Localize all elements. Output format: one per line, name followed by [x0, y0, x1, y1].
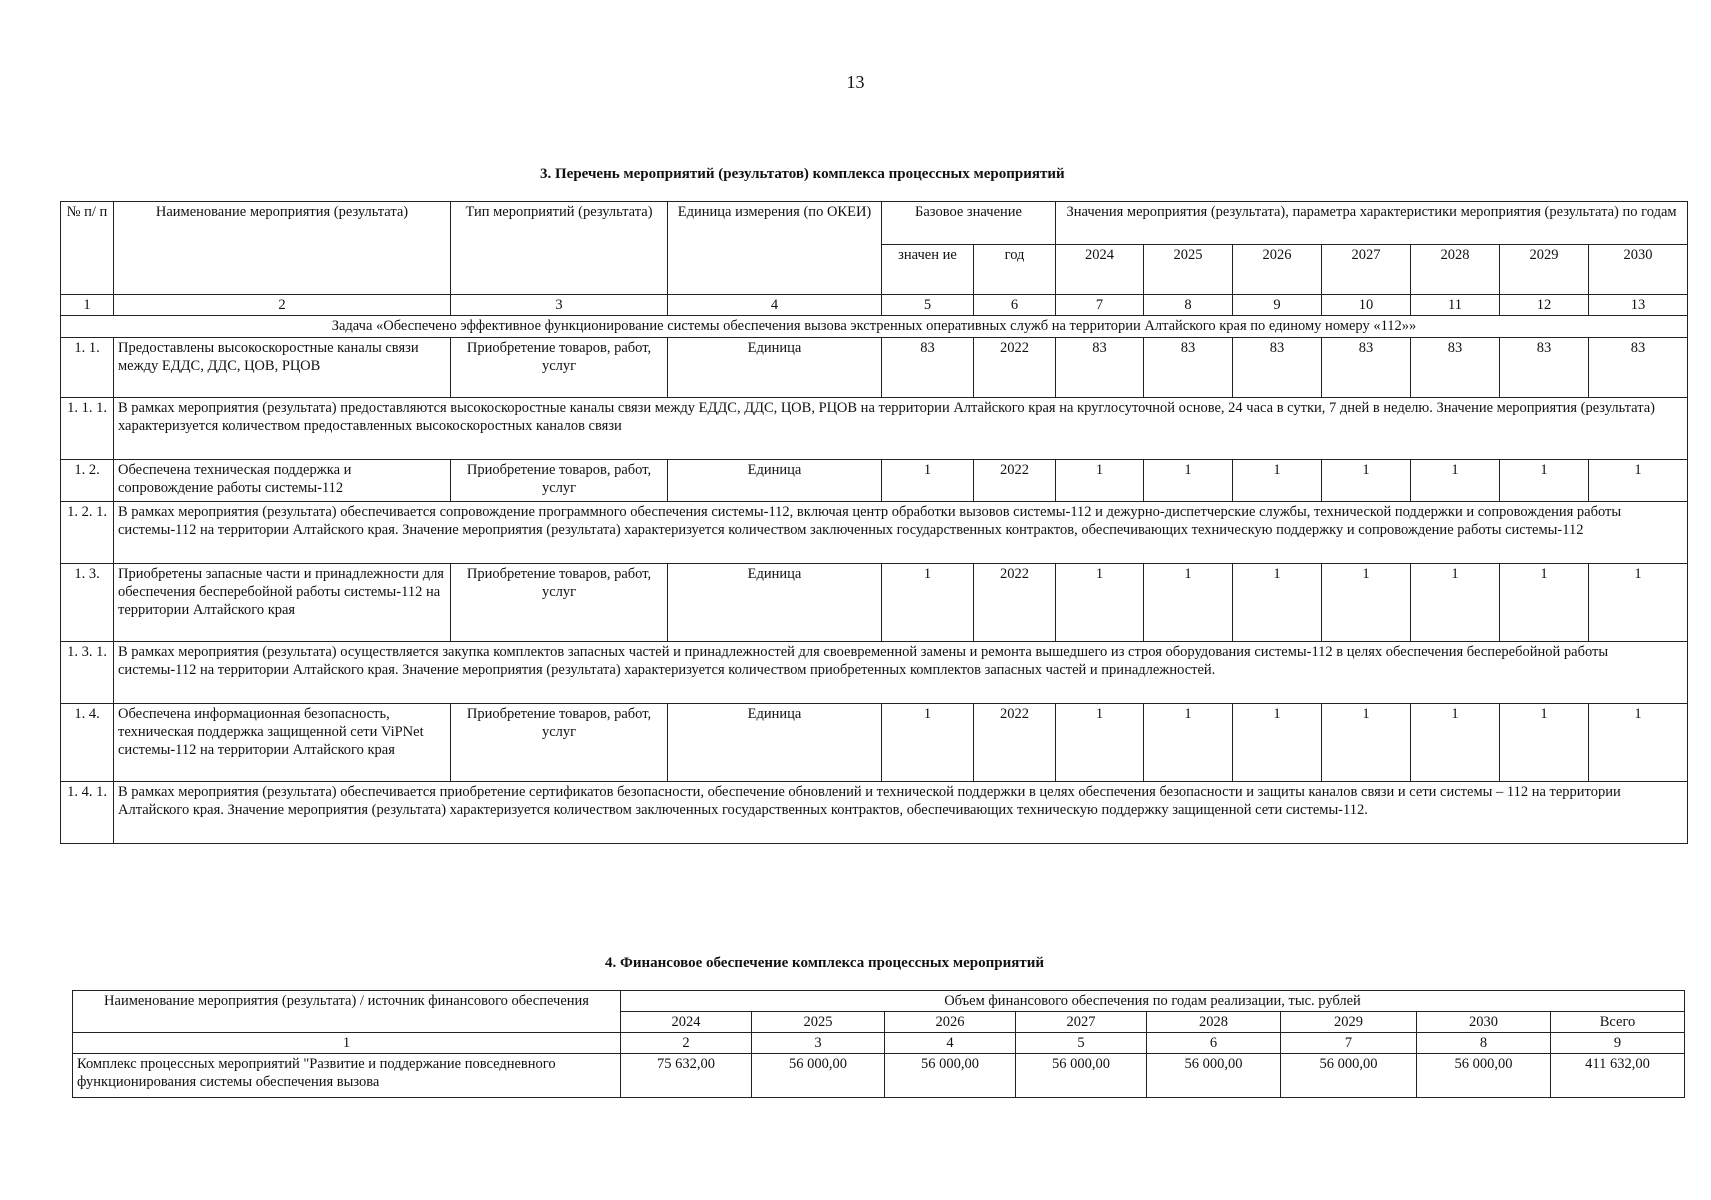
activities-table-body	[61, 202, 1688, 844]
item-base-value: 83	[882, 338, 974, 398]
finance-value: 56 000,00	[752, 1054, 885, 1098]
section4-title: 4. Финансовое обеспечение комплекса процессных мероприятий	[605, 955, 1044, 971]
finance-total: 411 632,00	[1551, 1054, 1685, 1098]
column-number: 6	[974, 295, 1056, 316]
item-value: 83	[1233, 338, 1322, 398]
table-row	[61, 338, 1688, 398]
header-unit: Единица измерения (по ОКЕИ)	[668, 202, 882, 295]
item-value: 1	[1322, 564, 1411, 642]
item-value: 1	[1144, 564, 1233, 642]
header-no: № п/ п	[61, 202, 114, 295]
finance-value: 56 000,00	[1417, 1054, 1551, 1098]
item-base-year: 2022	[974, 338, 1056, 398]
item-name: Приобретены запасные части и принадлежности для обеспечения бесперебойной работы системы-112 на территории Алтайского края	[114, 564, 451, 642]
item-unit: Единица	[668, 460, 882, 502]
item-unit: Единица	[668, 704, 882, 782]
table-row	[61, 642, 1688, 704]
finance-value: 56 000,00	[1281, 1054, 1417, 1098]
item-base-value: 1	[882, 704, 974, 782]
table-row	[61, 564, 1688, 642]
column-number: 5	[882, 295, 974, 316]
finance-value: 56 000,00	[1016, 1054, 1147, 1098]
finance-table	[72, 990, 1685, 1098]
item-name: Предоставлены высокоскоростные каналы связи между ЕДДС, ДДС, ЦОВ, РЦОВ	[114, 338, 451, 398]
header-type: Тип мероприятий (результата)	[451, 202, 668, 295]
item-base-year: 2022	[974, 704, 1056, 782]
activities-table	[60, 201, 1688, 844]
item-type: Приобретение товаров, работ, услуг	[451, 704, 668, 782]
item-description: В рамках мероприятия (результата) предоставляются высокоскоростные каналы связи между ЕДДС, ДДС, ЦОВ, РЦОВ на территории Алтайского края на круглосуточной основе, 24 часа в сутки, 7 дней в неделю. Значение мероприятия (результата) характеризуется количеством предоставленных высокоскоростных каналов связи	[114, 398, 1688, 460]
finance-header-volume: Объем финансового обеспечения по годам реализации, тыс. рублей	[621, 991, 1685, 1012]
header-year: 2029	[1500, 245, 1589, 295]
item-base-year: 2022	[974, 460, 1056, 502]
header-base-value: значен ие	[882, 245, 974, 295]
table-row	[61, 782, 1688, 844]
item-value: 83	[1411, 338, 1500, 398]
item-value: 1	[1144, 704, 1233, 782]
column-number: 11	[1411, 295, 1500, 316]
item-value: 1	[1500, 460, 1589, 502]
item-type: Приобретение товаров, работ, услуг	[451, 460, 668, 502]
header-year: 2028	[1411, 245, 1500, 295]
finance-table-body	[73, 991, 1685, 1098]
column-number: 13	[1589, 295, 1688, 316]
item-desc-number: 1. 2. 1.	[61, 502, 114, 564]
item-type: Приобретение товаров, работ, услуг	[451, 564, 668, 642]
finance-value: 75 632,00	[621, 1054, 752, 1098]
column-number: 7	[1281, 1033, 1417, 1054]
item-value: 1	[1056, 460, 1144, 502]
item-value: 1	[1589, 704, 1688, 782]
finance-header-year: 2027	[1016, 1012, 1147, 1033]
item-base-value: 1	[882, 564, 974, 642]
item-number: 1. 4.	[61, 704, 114, 782]
item-value: 83	[1500, 338, 1589, 398]
item-number: 1. 2.	[61, 460, 114, 502]
table-row	[73, 1054, 1685, 1098]
item-number: 1. 1.	[61, 338, 114, 398]
column-number: 1	[73, 1033, 621, 1054]
item-desc-number: 1. 1. 1.	[61, 398, 114, 460]
table-row	[61, 398, 1688, 460]
page-number: 13	[846, 72, 865, 92]
header-base: Базовое значение	[882, 202, 1056, 245]
header-base-year: год	[974, 245, 1056, 295]
item-description: В рамках мероприятия (результата) обеспечивается приобретение сертификатов безопасности, обеспечение обновлений и технической поддержки в целях обеспечения безопасности и защиты каналов связи и сети системы – 112 на территории Алтайского края. Значение мероприятия (результата) характеризуется количеством заключенных государственных контрактов, обеспечивающих техническую поддержку защищенной сети системы-112.	[114, 782, 1688, 844]
table-row	[61, 502, 1688, 564]
item-value: 1	[1056, 564, 1144, 642]
item-value: 1	[1411, 460, 1500, 502]
column-number: 12	[1500, 295, 1589, 316]
item-value: 1	[1322, 460, 1411, 502]
item-unit: Единица	[668, 564, 882, 642]
column-number: 2	[621, 1033, 752, 1054]
column-number: 3	[451, 295, 668, 316]
finance-header-year: 2030	[1417, 1012, 1551, 1033]
finance-row-name: Комплекс процессных мероприятий "Развитие и поддержание повседневного функционирования системы обеспечения вызова	[73, 1054, 621, 1098]
item-value: 83	[1322, 338, 1411, 398]
column-number: 8	[1144, 295, 1233, 316]
item-name: Обеспечена техническая поддержка и сопровождение работы системы-112	[114, 460, 451, 502]
column-number: 7	[1056, 295, 1144, 316]
item-value: 83	[1056, 338, 1144, 398]
header-name: Наименование мероприятия (результата)	[114, 202, 451, 295]
finance-header-year: 2024	[621, 1012, 752, 1033]
finance-value: 56 000,00	[1147, 1054, 1281, 1098]
column-number: 3	[752, 1033, 885, 1054]
item-desc-number: 1. 4. 1.	[61, 782, 114, 844]
column-number: 8	[1417, 1033, 1551, 1054]
finance-header-year: 2026	[885, 1012, 1016, 1033]
item-desc-number: 1. 3. 1.	[61, 642, 114, 704]
item-value: 1	[1233, 460, 1322, 502]
finance-header-year: 2029	[1281, 1012, 1417, 1033]
item-type: Приобретение товаров, работ, услуг	[451, 338, 668, 398]
column-number: 10	[1322, 295, 1411, 316]
item-description: В рамках мероприятия (результата) обеспечивается сопровождение программного обеспечения системы-112, включая центр обработки вызовов системы-112 и дежурно-диспетчерские службы, технической поддержки и сопровождения работы системы-112 на территории Алтайского края. Значение мероприятия (результата) характеризуется количеством заключенных государственных контрактов, обеспечивающих техническую поддержку и сопровождение работы системы-112	[114, 502, 1688, 564]
item-base-year: 2022	[974, 564, 1056, 642]
header-year: 2027	[1322, 245, 1411, 295]
item-value: 1	[1411, 564, 1500, 642]
item-description: В рамках мероприятия (результата) осуществляется закупка комплектов запасных частей и принадлежностей для своевременной замены и ремонта вышедшего из строя оборудования системы-112 в целях обеспечения бесперебойной работы системы-112 на территории Алтайского края. Значение мероприятия (результата) характеризуется количеством приобретенных комплектов запасных частей и принадлежностей.	[114, 642, 1688, 704]
item-name: Обеспечена информационная безопасность, техническая поддержка защищенной сети ViPNet системы-112 на территории Алтайского края	[114, 704, 451, 782]
item-base-value: 1	[882, 460, 974, 502]
header-year: 2026	[1233, 245, 1322, 295]
finance-header-name: Наименование мероприятия (результата) / источник финансового обеспечения	[73, 991, 621, 1033]
item-value: 83	[1144, 338, 1233, 398]
column-number: 1	[61, 295, 114, 316]
header-year: 2030	[1589, 245, 1688, 295]
column-number: 4	[885, 1033, 1016, 1054]
header-year: 2025	[1144, 245, 1233, 295]
finance-header-year: 2025	[752, 1012, 885, 1033]
column-number: 2	[114, 295, 451, 316]
column-number: 5	[1016, 1033, 1147, 1054]
column-number: 9	[1233, 295, 1322, 316]
table-row	[61, 704, 1688, 782]
item-value: 1	[1589, 564, 1688, 642]
column-number: 9	[1551, 1033, 1685, 1054]
header-year: 2024	[1056, 245, 1144, 295]
finance-value: 56 000,00	[885, 1054, 1016, 1098]
item-value: 83	[1589, 338, 1688, 398]
section3-title: 3. Перечень мероприятий (результатов) комплекса процессных мероприятий	[540, 166, 1065, 182]
header-values-by-year: Значения мероприятия (результата), параметра характеристики мероприятия (результата) по годам	[1056, 202, 1688, 245]
item-value: 1	[1500, 704, 1589, 782]
finance-header-total: Всего	[1551, 1012, 1685, 1033]
item-number: 1. 3.	[61, 564, 114, 642]
item-value: 1	[1322, 704, 1411, 782]
item-unit: Единица	[668, 338, 882, 398]
table-row	[61, 460, 1688, 502]
item-value: 1	[1056, 704, 1144, 782]
item-value: 1	[1500, 564, 1589, 642]
task-row: Задача «Обеспечено эффективное функционирование системы обеспечения вызова экстренных оперативных служб на территории Алтайского края по единому номеру «112»»	[61, 316, 1688, 338]
item-value: 1	[1411, 704, 1500, 782]
column-number: 6	[1147, 1033, 1281, 1054]
column-number: 4	[668, 295, 882, 316]
item-value: 1	[1233, 564, 1322, 642]
item-value: 1	[1144, 460, 1233, 502]
item-value: 1	[1233, 704, 1322, 782]
finance-header-year: 2028	[1147, 1012, 1281, 1033]
item-value: 1	[1589, 460, 1688, 502]
